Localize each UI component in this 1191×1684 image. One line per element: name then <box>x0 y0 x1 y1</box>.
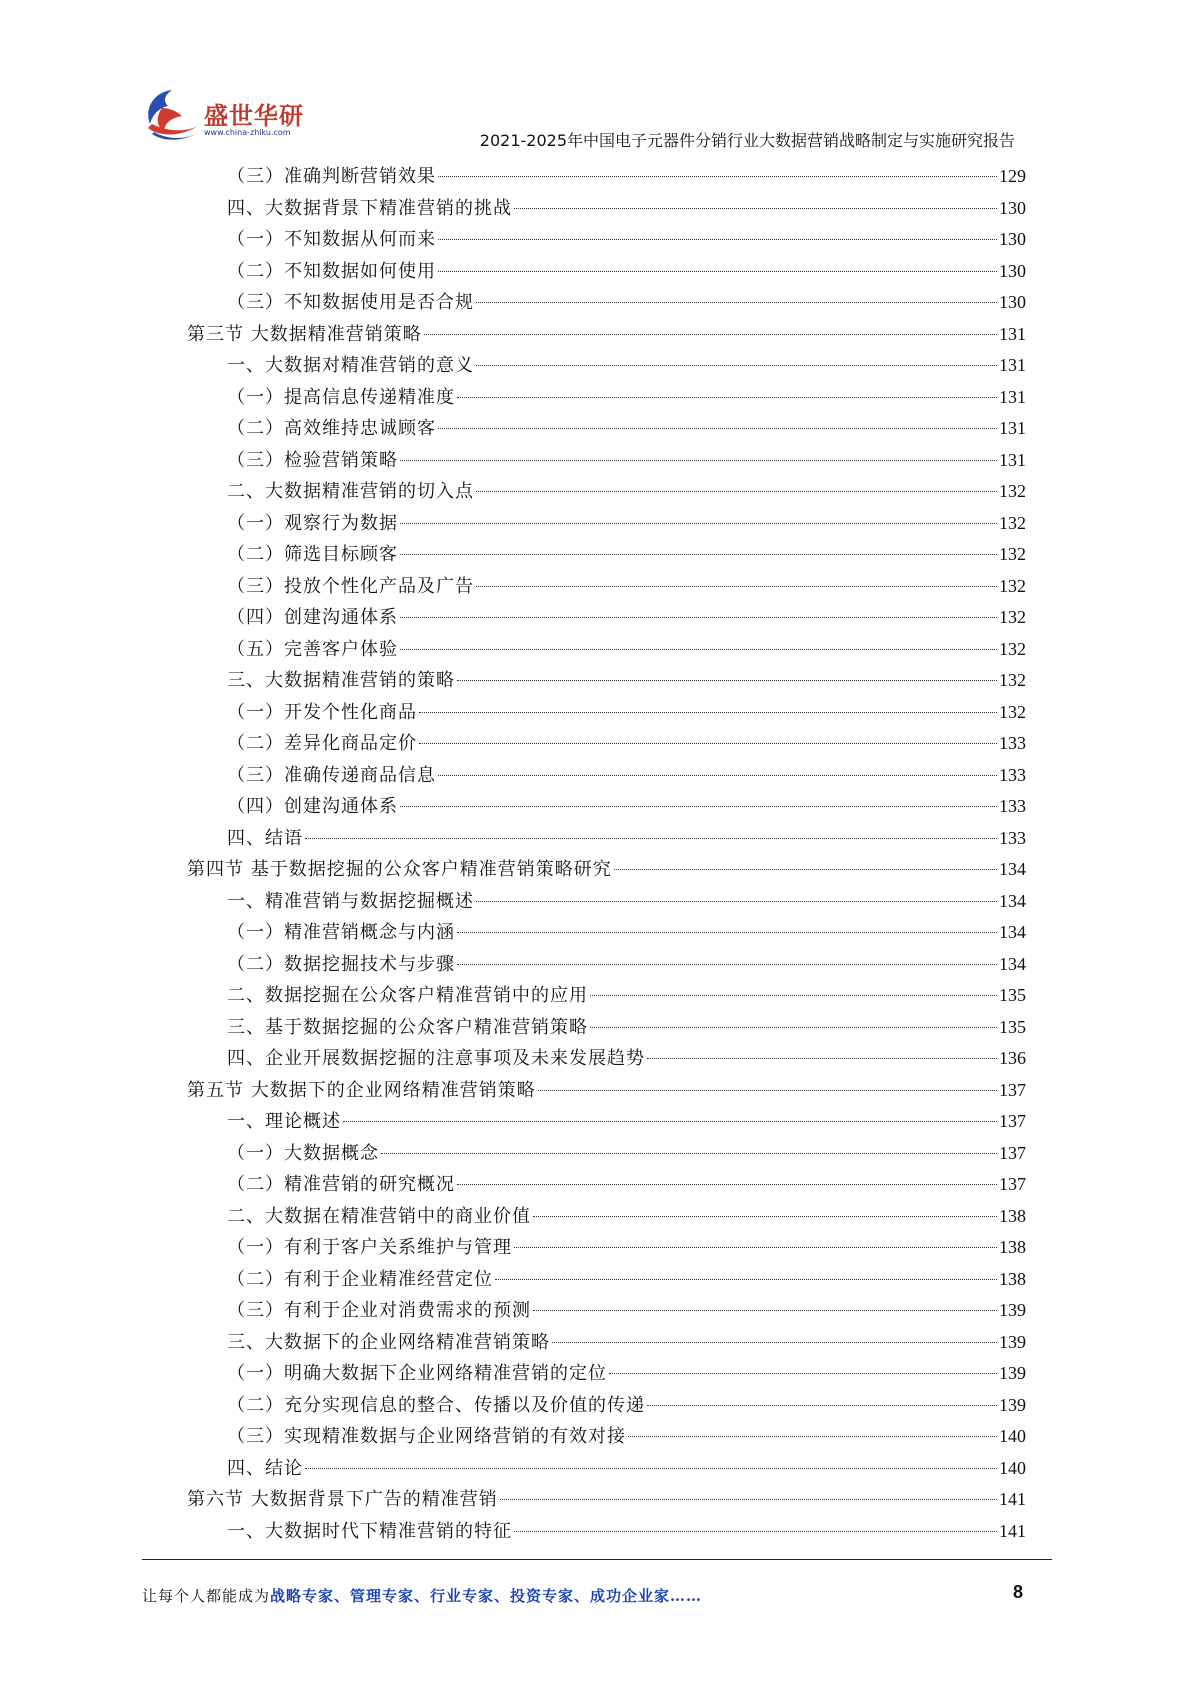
toc-entry[interactable] <box>187 949 1026 981</box>
toc-entry-page: 135 <box>999 1016 1026 1037</box>
toc-entry-title: （一）精准营销概念与内涵 <box>227 922 455 943</box>
toc-entry-page: 135 <box>999 985 1026 1005</box>
toc-entry-title: 一、精准营销与数据挖掘概述 <box>227 890 474 912</box>
toc-dot-leader <box>457 932 997 933</box>
toc-dot-leader <box>500 1499 997 1500</box>
toc-entry-page: 140 <box>999 1426 1026 1446</box>
toc-dot-leader <box>457 680 997 681</box>
toc-entry[interactable] <box>187 760 1026 792</box>
page-number: 8 <box>1012 1582 1023 1602</box>
toc-entry-title: 三、基于数据挖掘的公众客户精准营销策略 <box>227 1016 588 1038</box>
toc-entry[interactable] <box>187 634 1026 666</box>
toc-entry[interactable] <box>187 256 1026 288</box>
toc-entry-page: 139 <box>999 1300 1026 1320</box>
toc-entry[interactable] <box>187 1043 1026 1075</box>
toc-entry-title: 第五节 大数据下的企业网络精准营销策略 <box>187 1079 536 1101</box>
toc-entry-title: 第四节 基于数据挖掘的公众客户精准营销策略研究 <box>187 859 612 880</box>
toc-entry[interactable] <box>187 508 1026 540</box>
toc-entry-title: 一、理论概述 <box>227 1111 341 1132</box>
toc-entry[interactable] <box>187 287 1026 319</box>
toc-entry-title: 一、大数据时代下精准营销的特征 <box>227 1520 512 1542</box>
toc-entry[interactable] <box>187 1264 1026 1296</box>
toc-entry-title: 第三节 大数据精准营销策略 <box>187 323 422 345</box>
toc-entry[interactable] <box>187 1453 1026 1485</box>
toc-dot-leader <box>476 365 997 366</box>
toc-entry-page: 131 <box>999 323 1026 344</box>
toc-entry-page: 141 <box>999 1489 1026 1509</box>
toc-entry-title: （二）高效维持忠诚顾客 <box>227 418 436 439</box>
toc-entry[interactable] <box>187 1421 1026 1453</box>
toc-dot-leader <box>533 1216 997 1217</box>
toc-entry-page: 133 <box>999 764 1026 785</box>
toc-entry[interactable] <box>187 1327 1026 1359</box>
toc-entry[interactable] <box>187 571 1026 603</box>
toc-entry-title: （二）数据挖掘技术与步骤 <box>227 953 455 975</box>
toc-entry[interactable] <box>187 602 1026 634</box>
toc-entry[interactable] <box>187 539 1026 571</box>
toc-entry-page: 136 <box>999 1048 1026 1068</box>
toc-entry-page: 130 <box>999 197 1026 218</box>
toc-entry[interactable] <box>187 1106 1026 1138</box>
toc-entry-page: 132 <box>999 512 1026 533</box>
toc-dot-leader <box>457 964 997 965</box>
toc-dot-leader <box>400 523 997 524</box>
toc-entry[interactable] <box>187 697 1026 729</box>
toc-dot-leader <box>438 428 997 429</box>
logo-name: 盛世华研 <box>204 102 304 130</box>
toc-entry[interactable] <box>187 665 1026 697</box>
toc-entry-page: 139 <box>999 1394 1026 1415</box>
toc-entry-title: （三）不知数据使用是否合规 <box>227 292 474 313</box>
toc-entry-title: （五）完善客户体验 <box>227 638 398 660</box>
toc-entry[interactable] <box>187 1358 1026 1390</box>
toc-entry[interactable] <box>187 382 1026 414</box>
toc-entry-page: 131 <box>999 355 1026 375</box>
toc-entry-page: 134 <box>999 859 1026 879</box>
footer-slogan <box>142 1585 702 1606</box>
toc-dot-leader <box>400 554 997 555</box>
toc-entry[interactable] <box>187 445 1026 477</box>
toc-entry-page: 132 <box>999 544 1026 564</box>
toc-dot-leader <box>400 649 997 650</box>
toc-entry-page: 138 <box>999 1205 1026 1226</box>
toc-entry-page: 132 <box>999 701 1026 722</box>
toc-entry[interactable] <box>187 917 1026 949</box>
toc-entry-page: 133 <box>999 733 1026 753</box>
toc-entry-title: 三、大数据下的企业网络精准营销策略 <box>227 1331 550 1353</box>
toc-dot-leader <box>609 1373 997 1374</box>
toc-entry[interactable] <box>187 791 1026 823</box>
toc-entry-page: 132 <box>999 575 1026 596</box>
toc-dot-leader <box>514 208 997 209</box>
toc-entry-title: （三）投放个性化产品及广告 <box>227 575 474 597</box>
toc-entry-page: 132 <box>999 670 1026 690</box>
toc-entry-title: （一）观察行为数据 <box>227 512 398 534</box>
toc-entry-title: （二）有利于企业精准经营定位 <box>227 1268 493 1290</box>
toc-entry-title: 一、大数据对精准营销的意义 <box>227 355 474 376</box>
toc-dot-leader <box>590 1027 997 1028</box>
table-of-contents <box>187 161 1026 1547</box>
toc-entry-page: 132 <box>999 638 1026 659</box>
toc-dot-leader <box>514 1531 997 1532</box>
toc-entry-title: （三）准确判断营销效果 <box>227 166 436 187</box>
toc-dot-leader <box>476 901 997 902</box>
toc-dot-leader <box>614 869 997 870</box>
toc-entry-title: （二）充分实现信息的整合、传播以及价值的传递 <box>227 1394 645 1416</box>
toc-entry-title: （三）有利于企业对消费需求的预测 <box>227 1300 531 1321</box>
toc-dot-leader <box>400 460 997 461</box>
toc-entry-title: （二）筛选目标顾客 <box>227 544 398 565</box>
toc-entry-title: 二、大数据精准营销的切入点 <box>227 481 474 502</box>
toc-dot-leader <box>419 712 997 713</box>
toc-entry-title: （三）准确传递商品信息 <box>227 764 436 786</box>
toc-entry-title: （三）实现精准数据与企业网络营销的有效对接 <box>227 1426 626 1447</box>
toc-entry-title: （一）大数据概念 <box>227 1142 379 1164</box>
toc-dot-leader <box>476 491 997 492</box>
toc-entry[interactable] <box>187 413 1026 445</box>
toc-entry-title: 第六节 大数据背景下广告的精准营销 <box>187 1489 498 1510</box>
toc-entry[interactable] <box>187 1012 1026 1044</box>
toc-dot-leader <box>419 743 997 744</box>
toc-entry[interactable] <box>187 823 1026 855</box>
toc-entry-page: 141 <box>999 1520 1026 1541</box>
toc-entry-page: 138 <box>999 1237 1026 1257</box>
toc-entry[interactable] <box>187 319 1026 351</box>
toc-dot-leader <box>590 995 997 996</box>
toc-entry[interactable] <box>187 1516 1026 1548</box>
toc-dot-leader <box>343 1121 997 1122</box>
toc-dot-leader <box>438 775 997 776</box>
toc-entry[interactable] <box>187 1169 1026 1201</box>
toc-entry-page: 130 <box>999 229 1026 249</box>
toc-dot-leader <box>476 302 997 303</box>
toc-entry-page: 130 <box>999 292 1026 312</box>
toc-entry-page: 137 <box>999 1174 1026 1194</box>
toc-entry[interactable] <box>187 224 1026 256</box>
toc-entry[interactable] <box>187 854 1026 886</box>
toc-entry[interactable] <box>187 350 1026 382</box>
toc-entry[interactable] <box>187 1390 1026 1422</box>
report-title: 2021-2025年中国电子元器件分销行业大数据营销战略制定与实施研究报告 <box>479 131 1015 150</box>
toc-entry[interactable] <box>187 161 1026 193</box>
toc-entry-title: 四、企业开展数据挖掘的注意事项及未来发展趋势 <box>227 1048 645 1069</box>
toc-entry-title: （二）差异化商品定价 <box>227 733 417 754</box>
toc-entry-page: 134 <box>999 890 1026 911</box>
toc-dot-leader <box>495 1279 997 1280</box>
toc-dot-leader <box>381 1153 997 1154</box>
toc-entry[interactable] <box>187 1232 1026 1264</box>
toc-dot-leader <box>647 1405 997 1406</box>
toc-dot-leader <box>400 806 997 807</box>
toc-dot-leader <box>457 1184 997 1185</box>
logo-emblem-icon <box>142 86 204 146</box>
toc-entry[interactable] <box>187 980 1026 1012</box>
toc-dot-leader <box>400 617 997 618</box>
toc-entry-page: 132 <box>999 607 1026 627</box>
toc-entry-title: （二）不知数据如何使用 <box>227 260 436 282</box>
page-header <box>0 0 1191 160</box>
toc-entry-title: 四、结论 <box>227 1457 303 1479</box>
toc-entry-title: 二、大数据在精准营销中的商业价值 <box>227 1205 531 1227</box>
toc-entry-page: 132 <box>999 481 1026 501</box>
toc-entry-title: 四、大数据背景下精准营销的挑战 <box>227 197 512 219</box>
toc-entry-title: （一）不知数据从何而来 <box>227 229 436 250</box>
toc-entry-page: 139 <box>999 1331 1026 1352</box>
toc-dot-leader <box>305 838 997 839</box>
toc-entry-page: 133 <box>999 796 1026 816</box>
toc-entry-page: 137 <box>999 1111 1026 1131</box>
toc-entry[interactable] <box>187 1075 1026 1107</box>
toc-dot-leader <box>538 1090 997 1091</box>
toc-entry-page: 138 <box>999 1268 1026 1289</box>
toc-entry-page: 140 <box>999 1457 1026 1478</box>
toc-dot-leader <box>438 271 997 272</box>
toc-entry-page: 131 <box>999 418 1026 438</box>
toc-entry-title: （一）开发个性化商品 <box>227 701 417 723</box>
toc-dot-leader <box>305 1468 997 1469</box>
toc-entry[interactable] <box>187 1295 1026 1327</box>
toc-entry[interactable] <box>187 476 1026 508</box>
toc-entry-page: 133 <box>999 827 1026 848</box>
toc-entry-title: 四、结语 <box>227 827 303 849</box>
toc-entry-page: 129 <box>999 166 1026 186</box>
toc-entry-page: 134 <box>999 953 1026 974</box>
toc-dot-leader <box>514 1247 997 1248</box>
slogan-prefix: 让每个人都能成为 <box>142 1587 271 1605</box>
toc-dot-leader <box>457 397 997 398</box>
toc-entry[interactable] <box>187 886 1026 918</box>
toc-entry-title: （四）创建沟通体系 <box>227 796 398 817</box>
toc-entry-page: 139 <box>999 1363 1026 1383</box>
toc-dot-leader <box>552 1342 997 1343</box>
toc-entry-page: 131 <box>999 449 1026 470</box>
toc-dot-leader <box>476 586 997 587</box>
toc-entry[interactable] <box>187 1484 1026 1516</box>
logo-url: www.china-zhiku.com <box>204 128 291 137</box>
toc-entry[interactable] <box>187 1138 1026 1170</box>
toc-dot-leader <box>424 334 997 335</box>
toc-dot-leader <box>628 1436 997 1437</box>
toc-entry-title: （二）精准营销的研究概况 <box>227 1174 455 1195</box>
toc-entry-title: 三、大数据精准营销的策略 <box>227 670 455 691</box>
toc-entry-title: （一）有利于客户关系维护与管理 <box>227 1237 512 1258</box>
toc-entry-page: 131 <box>999 386 1026 407</box>
toc-entry[interactable] <box>187 1201 1026 1233</box>
toc-entry-title: （一）提高信息传递精准度 <box>227 386 455 408</box>
toc-entry[interactable] <box>187 728 1026 760</box>
toc-entry-page: 137 <box>999 1079 1026 1100</box>
toc-entry[interactable] <box>187 193 1026 225</box>
slogan-highlight: 战略专家、管理专家、行业专家、投资专家、成功企业家…… <box>270 1587 703 1605</box>
company-logo <box>142 86 302 146</box>
toc-dot-leader <box>438 239 997 240</box>
footer-divider <box>142 1559 1052 1560</box>
toc-dot-leader <box>647 1058 997 1059</box>
toc-dot-leader <box>533 1310 997 1311</box>
toc-entry-page: 130 <box>999 260 1026 281</box>
toc-entry-title: （一）明确大数据下企业网络精准营销的定位 <box>227 1363 607 1384</box>
toc-dot-leader <box>438 176 997 177</box>
toc-entry-page: 137 <box>999 1142 1026 1163</box>
toc-entry-title: 二、数据挖掘在公众客户精准营销中的应用 <box>227 985 588 1006</box>
toc-entry-title: （三）检验营销策略 <box>227 449 398 471</box>
toc-entry-page: 134 <box>999 922 1026 942</box>
toc-entry-title: （四）创建沟通体系 <box>227 607 398 628</box>
